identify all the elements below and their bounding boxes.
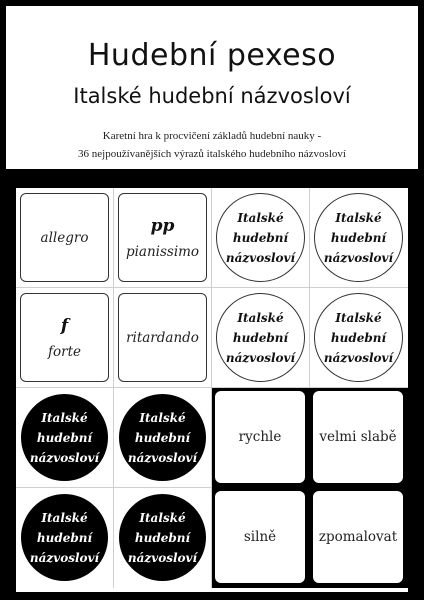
card-back-dark[interactable] <box>118 493 207 582</box>
card-back-text: Italské hudební názvosloví <box>225 310 296 365</box>
grid-cell <box>212 288 310 388</box>
card-text: rychle <box>238 429 282 445</box>
card-text: velmi slabě <box>319 429 397 445</box>
card-pianissimo[interactable] <box>118 193 207 282</box>
card-back-text: Italské hudební názvosloví <box>323 310 394 365</box>
card-ritardando[interactable] <box>118 293 207 382</box>
card-back-text: Italské hudební názvosloví <box>29 510 100 565</box>
grid-cell <box>16 388 114 488</box>
card-rychle[interactable] <box>215 391 305 483</box>
card-back-text: Italské hudební názvosloví <box>127 510 198 565</box>
dynamic-symbol-pp: pp <box>150 215 175 236</box>
card-back-text: Italské hudební názvosloví <box>29 410 100 465</box>
card-text: ritardando <box>126 329 199 346</box>
grid-cell <box>16 188 114 288</box>
grid-cell <box>114 488 212 588</box>
card-forte[interactable] <box>20 293 109 382</box>
card-silne[interactable] <box>215 491 305 583</box>
header-panel <box>6 6 418 169</box>
dynamic-symbol-f: f <box>60 315 69 336</box>
card-back-text: Italské hudební názvosloví <box>225 210 296 265</box>
grid-cell <box>310 188 408 288</box>
card-back-light[interactable] <box>216 193 305 282</box>
card-back-light[interactable] <box>216 293 305 382</box>
card-text: zpomalovat <box>318 529 398 545</box>
grid-cell <box>114 388 212 488</box>
grid-cell <box>212 188 310 288</box>
grid-cell <box>212 488 310 588</box>
card-text: allegro <box>40 229 89 246</box>
card-back-text: Italské hudební názvosloví <box>127 410 198 465</box>
card-back-light[interactable] <box>314 193 403 282</box>
page-title: Hudební pexeso <box>87 38 337 73</box>
grid-cell <box>212 388 310 488</box>
card-allegro[interactable] <box>20 193 109 282</box>
grid-cell <box>114 188 212 288</box>
card-back-dark[interactable] <box>20 393 109 482</box>
card-zpomalovat[interactable] <box>313 491 403 583</box>
description-line-2: 36 nejpoužívanějších výrazů italského hudebního názvosloví <box>78 148 346 160</box>
grid-cell <box>310 288 408 388</box>
card-back-dark[interactable] <box>118 393 207 482</box>
description-line-1: Karetní hra k procvičení základů hudební nauky - <box>102 130 322 142</box>
grid-cell <box>310 488 408 588</box>
card-velmi-slabe[interactable] <box>313 391 403 483</box>
card-grid <box>16 188 408 592</box>
grid-cell <box>114 288 212 388</box>
grid-cell <box>310 388 408 488</box>
card-back-text: Italské hudební názvosloví <box>323 210 394 265</box>
card-back-light[interactable] <box>314 293 403 382</box>
page-subtitle: Italské hudební názvosloví <box>73 84 351 108</box>
grid-cell <box>16 488 114 588</box>
grid-cell <box>16 288 114 388</box>
card-text: pianissimo <box>125 243 200 260</box>
card-text: forte <box>48 343 81 360</box>
card-text: silně <box>243 529 277 545</box>
card-back-dark[interactable] <box>20 493 109 582</box>
